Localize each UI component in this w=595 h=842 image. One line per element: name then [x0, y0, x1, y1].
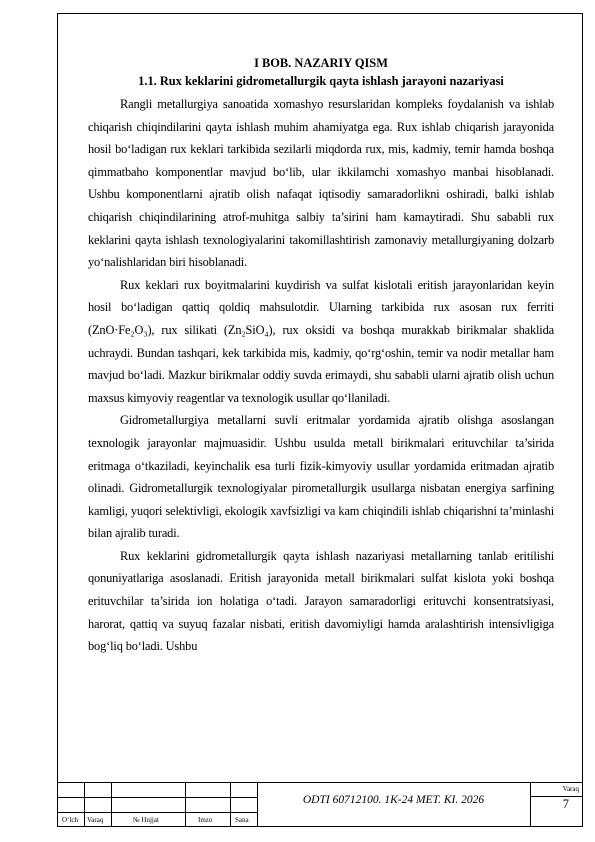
title-block: [57, 782, 583, 827]
paragraph-4: Rux keklarini gidrometallurgik qayta ishlash nazariyasi metallarning tanlab eritilishi qonuniyatlariga asoslanadi. Eritish jarayonida metall birikmalari sulfat kislota yoki boshqa erituvchilar ta’sirida ion holatiga o‘tadi. Jarayon samaradorligi erituvchi konsentratsiyasi, harorat, qattiq va suyuq fazalar nisbati, eritish davomiyligi hamda aralashtirish intensivligiga bog‘liq bo‘ladi. Ushbu: [88, 548, 554, 654]
varaq-label: Varaq: [562, 785, 579, 793]
paragraph-1: Rangli metallurgiya sanoatida xomashyo resurslaridan kompleks foydalanish va ishlab chiqarish chiqindilarini qayta ishlash muhim ahamiyatga ega. Rux ishlab chiqarish jarayonida hosil bo‘ladigan rux keklari tarkibida sezilarli miqdorda rux, mis, kadmiy, temir hamda boshqa qimmatbaho komponentlar mavjud bo‘lib, ular ikkilamchi xomashyo manbai hisoblanadi. Ushbu komponentlarni ajratib olish nafaqat iqtisodiy samaradorlikni oshiradi, balki ishlab chiqarish chiqindilarining atrof-muhitga salbiy ta’sirini ham kamaytiradi. Shu sababli rux keklarini qayta ishlash texnologiyalarini takomillashtirish zamonaviy metallurgiyaning dolzarb yo‘nalishlaridan biri hisoblanadi.: [88, 97, 554, 270]
section-title: 1.1. Rux keklarini gidrometallurgik qayta ishlash jarayoni nazariyasi: [138, 74, 504, 88]
document-body: [88, 56, 554, 658]
paragraph-3: Gidrometallurgiya metallarni suvli eritmalar yordamida ajratib olishga asoslangan texnologik jarayonlar majmuasidir. Ushbu usulda metall birikmalari erituvchilar ta’sirida eritmaga o‘tkaziladi, keyinchalik esa turli fizik-kimyoviy usullar yordamida eritmadan ajratib olinadi. Gidrometallurgik texnologiyalar pirometallurgik usullarga nisbatan energiya sarfining kamligi, yuqori selektivligi, ekologik xavfsizligi va kam chiqindili ishlab chiqarishni ta’minlashi bilan ajralib turadi.: [88, 413, 554, 541]
chapter-title: I BOB. NAZARIY QISM: [254, 56, 388, 70]
page-number: 7: [562, 797, 569, 811]
stamp-label-sana: Sana: [235, 816, 249, 824]
document-code: ODTI 60712100. 1K-24 MET. KI. 2026: [302, 794, 485, 806]
stamp-label-varaq: Varaq: [87, 816, 104, 824]
paragraph-2: Rux keklari rux boyitmalarini kuydirish va sulfat kislotali eritish jarayonlaridan keyin hosil bo‘ladigan qattiq qoldiq mahsulotdir. Ularning tarkibida rux asosan rux ferriti (ZnO·Fe₂O₃), rux silikati (Zn₂SiO₄), rux oksidi va boshqa murakkab birikmalar shaklida uchraydi. Bundan tashqari, kek tarkibida mis, kadmiy, qo‘rg‘oshin, temir va nodir metallar ham mavjud bo‘ladi. Mazkur birikmalar oddiy suvda erimaydi, shu sababli ularni ajratib olish uchun maxsus kimyoviy reagentlar va texnologik usullar qo‘llaniladi.: [88, 277, 554, 405]
stamp-label-imzo: Imzo: [198, 816, 213, 824]
stamp-label-hujjat: № Hujjat: [133, 816, 159, 824]
stamp-label-olch: O‘lch: [62, 816, 78, 824]
